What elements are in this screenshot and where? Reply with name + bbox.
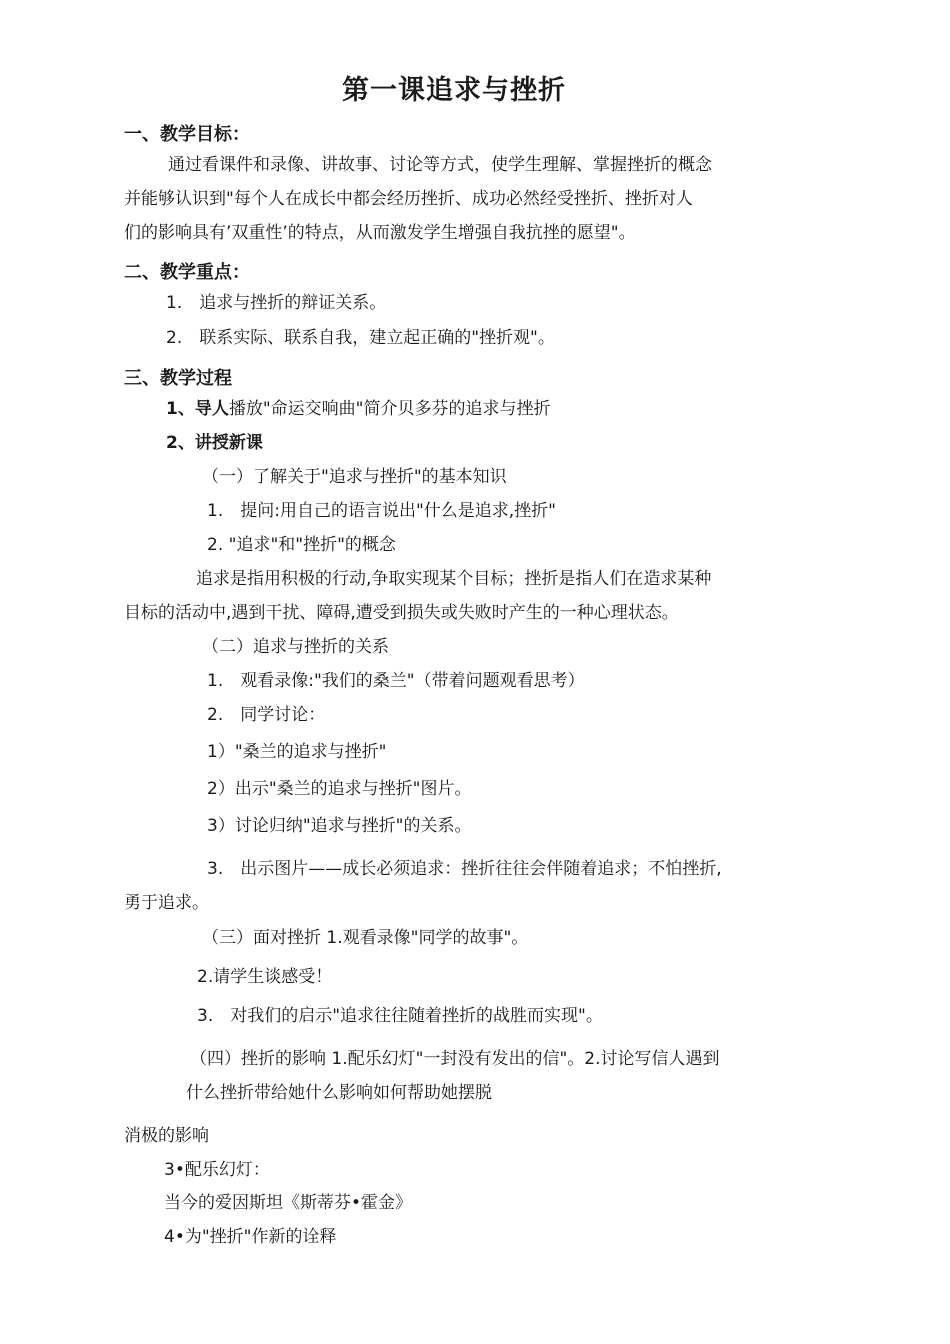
part-three-line: （三）面对挫折 1.观看录像"同学的故事"。 [202, 928, 529, 948]
part-three-line: 3. 对我们的启示"追求往往随着挫折的战胜而实现"。 [197, 1006, 603, 1026]
page-title: 第一课追求与挫折 [342, 75, 566, 106]
part-four-line: 当今的爱因斯坦《斯蒂芬•霍金》 [164, 1193, 413, 1213]
part-four-line: 4•为"挫折"作新的诠释 [164, 1227, 337, 1247]
key-point-item: 2. 联系实际、联系自我，建立起正确的"挫折观"。 [166, 328, 555, 348]
process-intro-line [166, 398, 550, 420]
part-four-line: 3•配乐幻灯： [164, 1160, 270, 1180]
part-four-line: （四）挫折的影响 1.配乐幻灯"一封没有发出的信"。2.讨论写信人遇到 [190, 1049, 720, 1069]
part-four-line: 什么挫折带给她什么影响如何帮助她摆脱 [186, 1083, 492, 1103]
part-four-line: 消极的影响 [124, 1126, 209, 1146]
intro-label: 1、导人 [166, 399, 229, 419]
new-lesson-heading: 2、讲授新课 [166, 433, 263, 453]
section-heading-process: 三、教学过程 [124, 368, 232, 389]
part-two-item: 2. 同学讨论： [207, 705, 326, 725]
definition-line: 目标的活动中,遇到干扰、障碍,遭受到损失或失败时产生的一种心理状态。 [124, 603, 679, 623]
objectives-paragraph-line: 通过看课件和录像、讲故事、讨论等方式，使学生理解、掌握挫折的概念 [168, 155, 712, 175]
section-heading-objectives: 一、教学目标： [124, 124, 250, 145]
objectives-paragraph-line: 并能够认识到"每个人在成长中都会经历挫折、成功必然经受挫折、挫折对人 [124, 189, 693, 209]
part-two-item: 3. 出示图片——成长必须追求：挫折往往会伴随着追求；不怕挫折, [207, 859, 722, 879]
section-heading-key-points: 二、教学重点： [124, 262, 250, 283]
part-one-item: 2. "追求"和"挫折"的概念 [207, 535, 396, 555]
part-one-heading: （一）了解关于"追求与挫折"的基本知识 [202, 467, 507, 487]
part-two-item-continued: 勇于追求。 [124, 893, 209, 913]
part-three-line: 2.请学生谈感受！ [197, 967, 333, 987]
intro-text: 播放"命运交响曲"简介贝多芬的追求与挫折 [228, 399, 551, 419]
part-two-item: 1. 观看录像:"我们的桑兰"（带着问题观看思考） [207, 671, 585, 691]
discussion-subitem: 1）"桑兰的追求与挫折" [207, 742, 387, 762]
discussion-subitem: 2）出示"桑兰的追求与挫折"图片。 [207, 779, 472, 799]
objectives-paragraph-line: 们的影响具有’双重性’的特点，从而激发学生增强自我抗挫的愿望"。 [124, 223, 636, 243]
definition-line: 追求是指用积极的行动,争取实现某个目标；挫折是指人们在造求某种 [196, 569, 712, 589]
key-point-item: 1. 追求与挫折的辩证关系。 [166, 293, 387, 313]
part-one-item: 1. 提问:用自己的语言说出"什么是追求,挫折" [207, 501, 556, 521]
part-two-heading: （二）追求与挫折的关系 [202, 637, 389, 657]
discussion-subitem: 3）讨论归纳"追求与挫折"的关系。 [207, 816, 472, 836]
